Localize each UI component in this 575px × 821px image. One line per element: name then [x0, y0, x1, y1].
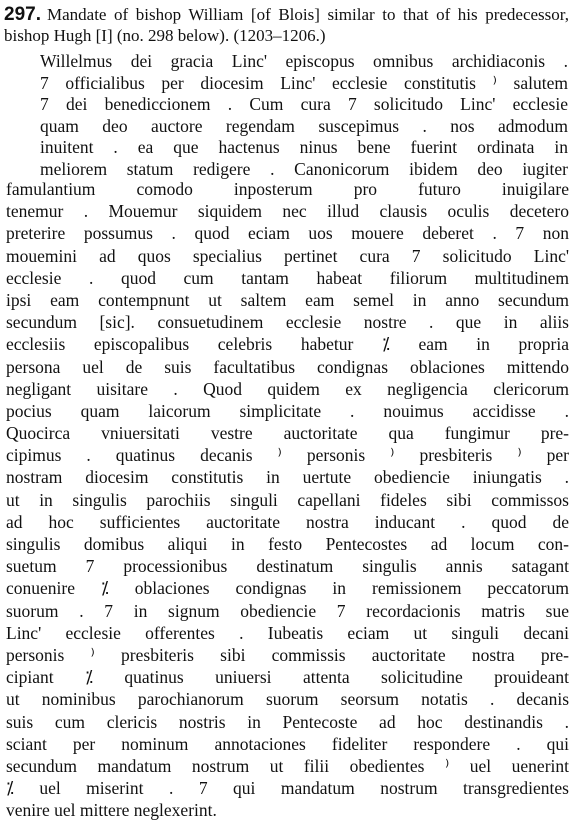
text-line: sciant per nominum annotaciones fideliter respondere . qui: [6, 733, 569, 754]
text-line: ecclesie . quod cum tantam habeat filiorum multitudinem: [6, 267, 569, 288]
text-line: 7 dei benediccionem . Cum cura 7 solicitudo Linc' ecclesie: [40, 94, 568, 115]
text-line: ut nominibus parochianorum suorum seorsum notatis . decanis: [6, 689, 569, 710]
text-line: cipiant ⁒ quatinus uniuersi attenta solicitudine prouideant: [6, 667, 569, 688]
text-line: venire uel mittere neglexerint.: [6, 800, 217, 821]
text-line: ipsi eam contempnunt ut saltem eam semel in anno secundum: [6, 289, 569, 310]
text-line: ut in singulis parochiis singuli capellani fideles sibi commissos: [6, 489, 569, 510]
text-line: secundum mandatum nostrum ut filii obedientes ⁾ uel uenerint: [6, 755, 569, 776]
text-line: suis cum clericis nostris in Pentecoste ad hoc destinandis .: [6, 711, 569, 732]
text-line: inuitent . ea que hactenus ninus bene fuerint ordinata in: [40, 137, 568, 158]
text-line: cipimus . quatinus decanis ⁾ personis ⁾ presbiteris ⁾ per: [6, 445, 569, 466]
entry-number: 297.: [4, 4, 41, 25]
text-line: ⁒ uel miserint . 7 qui mandatum nostrum transgredientes: [6, 778, 569, 799]
text-line: Willelmus dei gracia Linc' episcopus omnibus archidiaconis .: [40, 51, 568, 71]
text-line: 7 officialibus per diocesim Linc' ecclesie constitutis ⁾ salutem: [40, 72, 568, 93]
text-line: preterire possumus . quod eciam uos mouere deberet . 7 non: [6, 223, 569, 244]
indented-paragraph: [40, 51, 568, 181]
text-line: suorum . 7 in signum obediencie 7 recordacionis matris sue: [6, 600, 569, 621]
text-line: Linc' ecclesie offerentes . Iubeatis eciam ut singuli decani: [6, 622, 569, 643]
text-line: singulis domibus aliqui in festo Pentecostes ad locum con-: [6, 534, 569, 554]
text-line: ecclesiis episcopalibus celebris habetur ⁒ eam in propria: [6, 334, 569, 355]
text-line: personis ⁾ presbiteris sibi commissis auctoritate nostra pre-: [6, 644, 569, 665]
text-line: secundum [sic]. consuetudinem ecclesie nostre . que in aliis: [6, 312, 569, 333]
main-paragraph: [6, 178, 569, 821]
text-line: meliorem statum redigere . Canonicorum ibidem deo iugiter: [40, 158, 568, 179]
text-line: persona uel de suis facultatibus condignas oblaciones mittendo: [6, 356, 569, 377]
text-line: famulantium comodo inposterum pro futuro inuigilare: [6, 179, 569, 199]
entry-title: Mandate of bishop William [of Blois] similar to that of his predecessor, bishop Hugh [I] (no. 298 below). (1203–1206.): [4, 5, 569, 45]
text-line: quam deo auctore regendam suscepimus . nos admodum: [40, 115, 568, 136]
text-line: conuenire ⁒ oblaciones condignas in remissionem peccatorum: [6, 578, 569, 599]
text-line: tenemur . Mouemur siquidem nec illud clausis oculis decetero: [6, 201, 569, 222]
text-line: nostram diocesim constitutis in uertute obediencie iniungatis .: [6, 467, 569, 488]
text-line: ad hoc sufficientes auctoritate nostra inducant . quod de: [6, 511, 569, 532]
text-line: suetum 7 processionibus destinatum singulis annis satagant: [6, 556, 569, 577]
text-line: mouemini ad quos specialius pertinet cura 7 solicitudo Linc': [6, 245, 569, 266]
text-line: negligant uisitare . Quod quidem ex negligencia clericorum: [6, 378, 569, 399]
entry-heading: [4, 4, 569, 46]
text-line: Quocirca vniuersitati vestre auctoritate qua fungimur pre-: [6, 423, 569, 444]
text-line: pocius quam laicorum simplicitate . nouimus accidisse .: [6, 400, 569, 421]
